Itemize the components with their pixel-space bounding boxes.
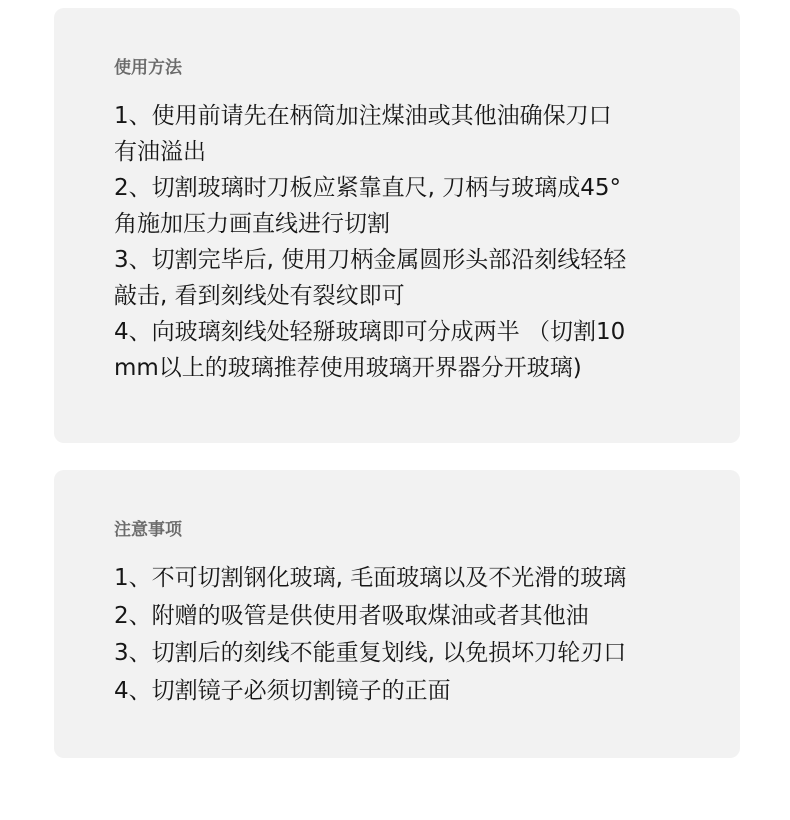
usage-line: 3、切割完毕后, 使用刀柄金属圆形头部沿刻线轻轻 bbox=[114, 247, 627, 273]
usage-section-title: 使用方法 bbox=[114, 58, 182, 78]
precautions-section-title: 注意事项 bbox=[114, 520, 182, 540]
usage-line: 角施加压力画直线进行切割 bbox=[114, 211, 390, 237]
usage-instructions-list bbox=[114, 98, 720, 386]
precaution-line: 3、切割后的刻线不能重复划线, 以免损坏刀轮刃口 bbox=[114, 640, 627, 666]
precautions-list bbox=[114, 560, 720, 710]
precautions-card bbox=[54, 470, 740, 758]
usage-line: 敲击, 看到刻线处有裂纹即可 bbox=[114, 283, 405, 309]
usage-line: 2、切割玻璃时刀板应紧靠直尺, 刀柄与玻璃成45° bbox=[114, 175, 622, 201]
usage-instructions-card bbox=[54, 8, 740, 443]
precaution-line: 2、附赠的吸管是供使用者吸取煤油或者其他油 bbox=[114, 602, 589, 629]
usage-line: mm以上的玻璃推荐使用玻璃开界器分开玻璃) bbox=[114, 355, 582, 381]
usage-line: 1、使用前请先在柄筒加注煤油或其他油确保刀口 bbox=[114, 103, 612, 129]
precaution-line: 1、不可切割钢化玻璃, 毛面玻璃以及不光滑的玻璃 bbox=[114, 565, 627, 591]
precaution-line: 4、切割镜子必须切割镜子的正面 bbox=[114, 677, 451, 704]
usage-line: 有油溢出 bbox=[114, 139, 206, 165]
usage-line: 4、向玻璃刻线处轻掰玻璃即可分成两半 （切割10 bbox=[114, 319, 626, 345]
